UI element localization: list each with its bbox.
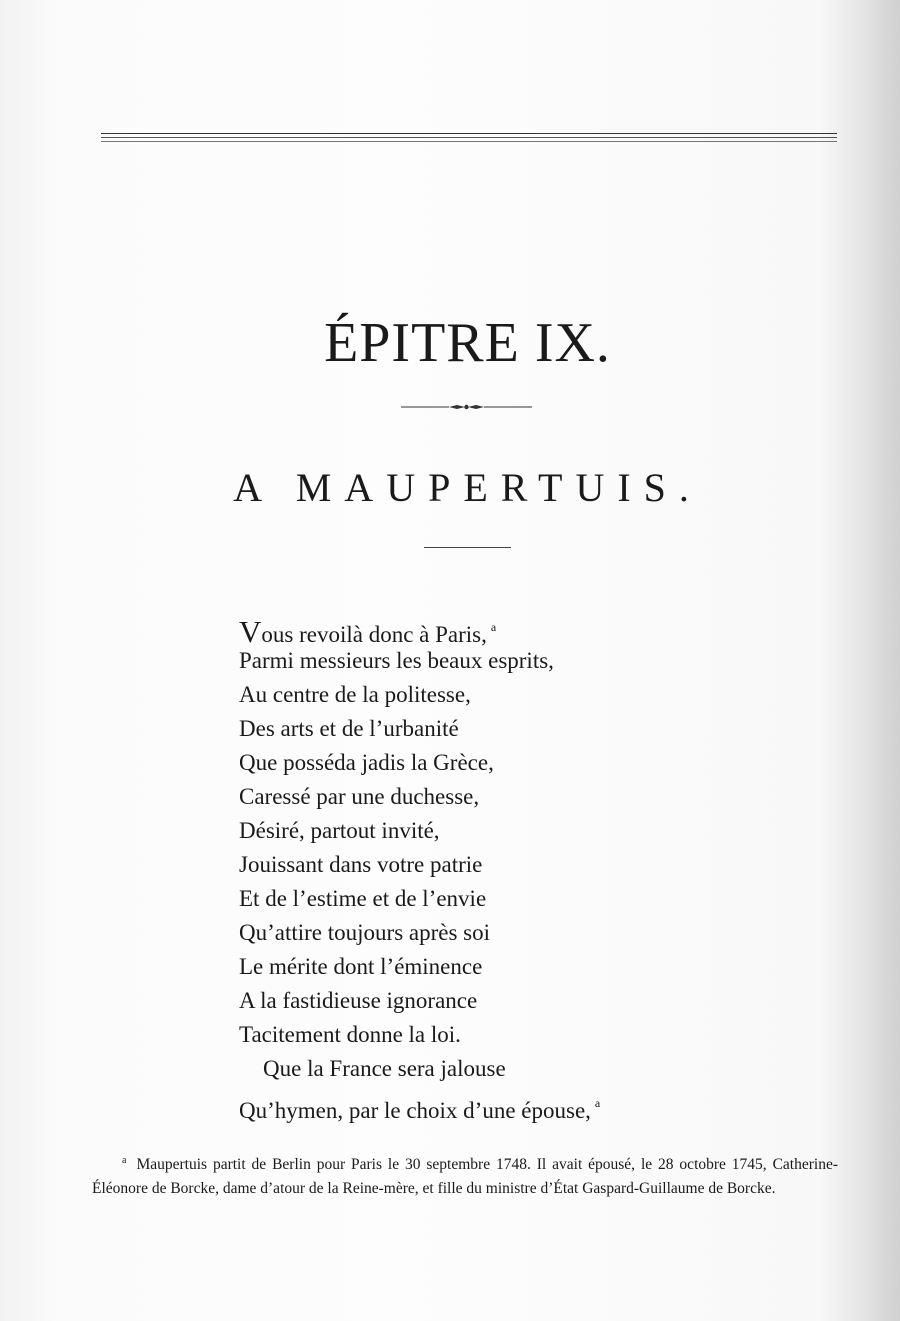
- poem-line-last: [239, 1086, 799, 1123]
- poem-line-indented: Que la France sera jalouse: [263, 1056, 506, 1081]
- first-line-text: ous revoilà donc à Paris,: [261, 622, 487, 647]
- poem-body: [239, 610, 799, 1123]
- footnote-ref: a: [490, 620, 497, 634]
- poem-line: A la fastidieuse ignorance: [239, 988, 478, 1013]
- poem-line: Au centre de la politesse,: [239, 682, 471, 707]
- poem-line: Désiré, partout invité,: [239, 818, 440, 843]
- drop-cap: V: [239, 614, 262, 649]
- footnote-mark: a: [122, 1155, 127, 1166]
- poem-line: Qu’attire toujours après soi: [239, 920, 491, 945]
- top-double-rule: [101, 133, 837, 143]
- ornament-divider: [401, 400, 532, 414]
- poem-line: Et de l’estime et de l’envie: [239, 886, 487, 911]
- footnote-ref: a: [594, 1096, 601, 1110]
- poem-line: Parmi messieurs les beaux esprits,: [239, 648, 554, 673]
- footnote-text: Maupertuis partit de Berlin pour Paris le 30 septembre 1748. Il avait épousé, le 28 octobre 1745, Catherine-Éléonore de Borcke, dame d’atour de la Reine-mère, et fille du ministre d’État Gaspard-Guillaume de Borcke.: [92, 1156, 838, 1197]
- poem-line-first: [239, 610, 799, 649]
- poem-line: Le mérite dont l’éminence: [239, 954, 483, 979]
- poem-line: Des arts et de l’urbanité: [239, 716, 459, 741]
- poem-line: Jouissant dans votre patrie: [239, 852, 483, 877]
- poem-line: Caressé par une duchesse,: [239, 784, 480, 809]
- poem-line: Tacitement donne la loi.: [239, 1022, 461, 1047]
- dedication-heading: A MAUPERTUIS.: [233, 465, 702, 510]
- page-title: ÉPITRE IX.: [324, 312, 611, 374]
- poem-line: Que posséda jadis la Grèce,: [239, 750, 494, 775]
- last-line-text: Qu’hymen, par le choix d’une épouse,: [239, 1098, 591, 1123]
- footnote: [92, 1149, 838, 1201]
- short-divider: [424, 547, 511, 548]
